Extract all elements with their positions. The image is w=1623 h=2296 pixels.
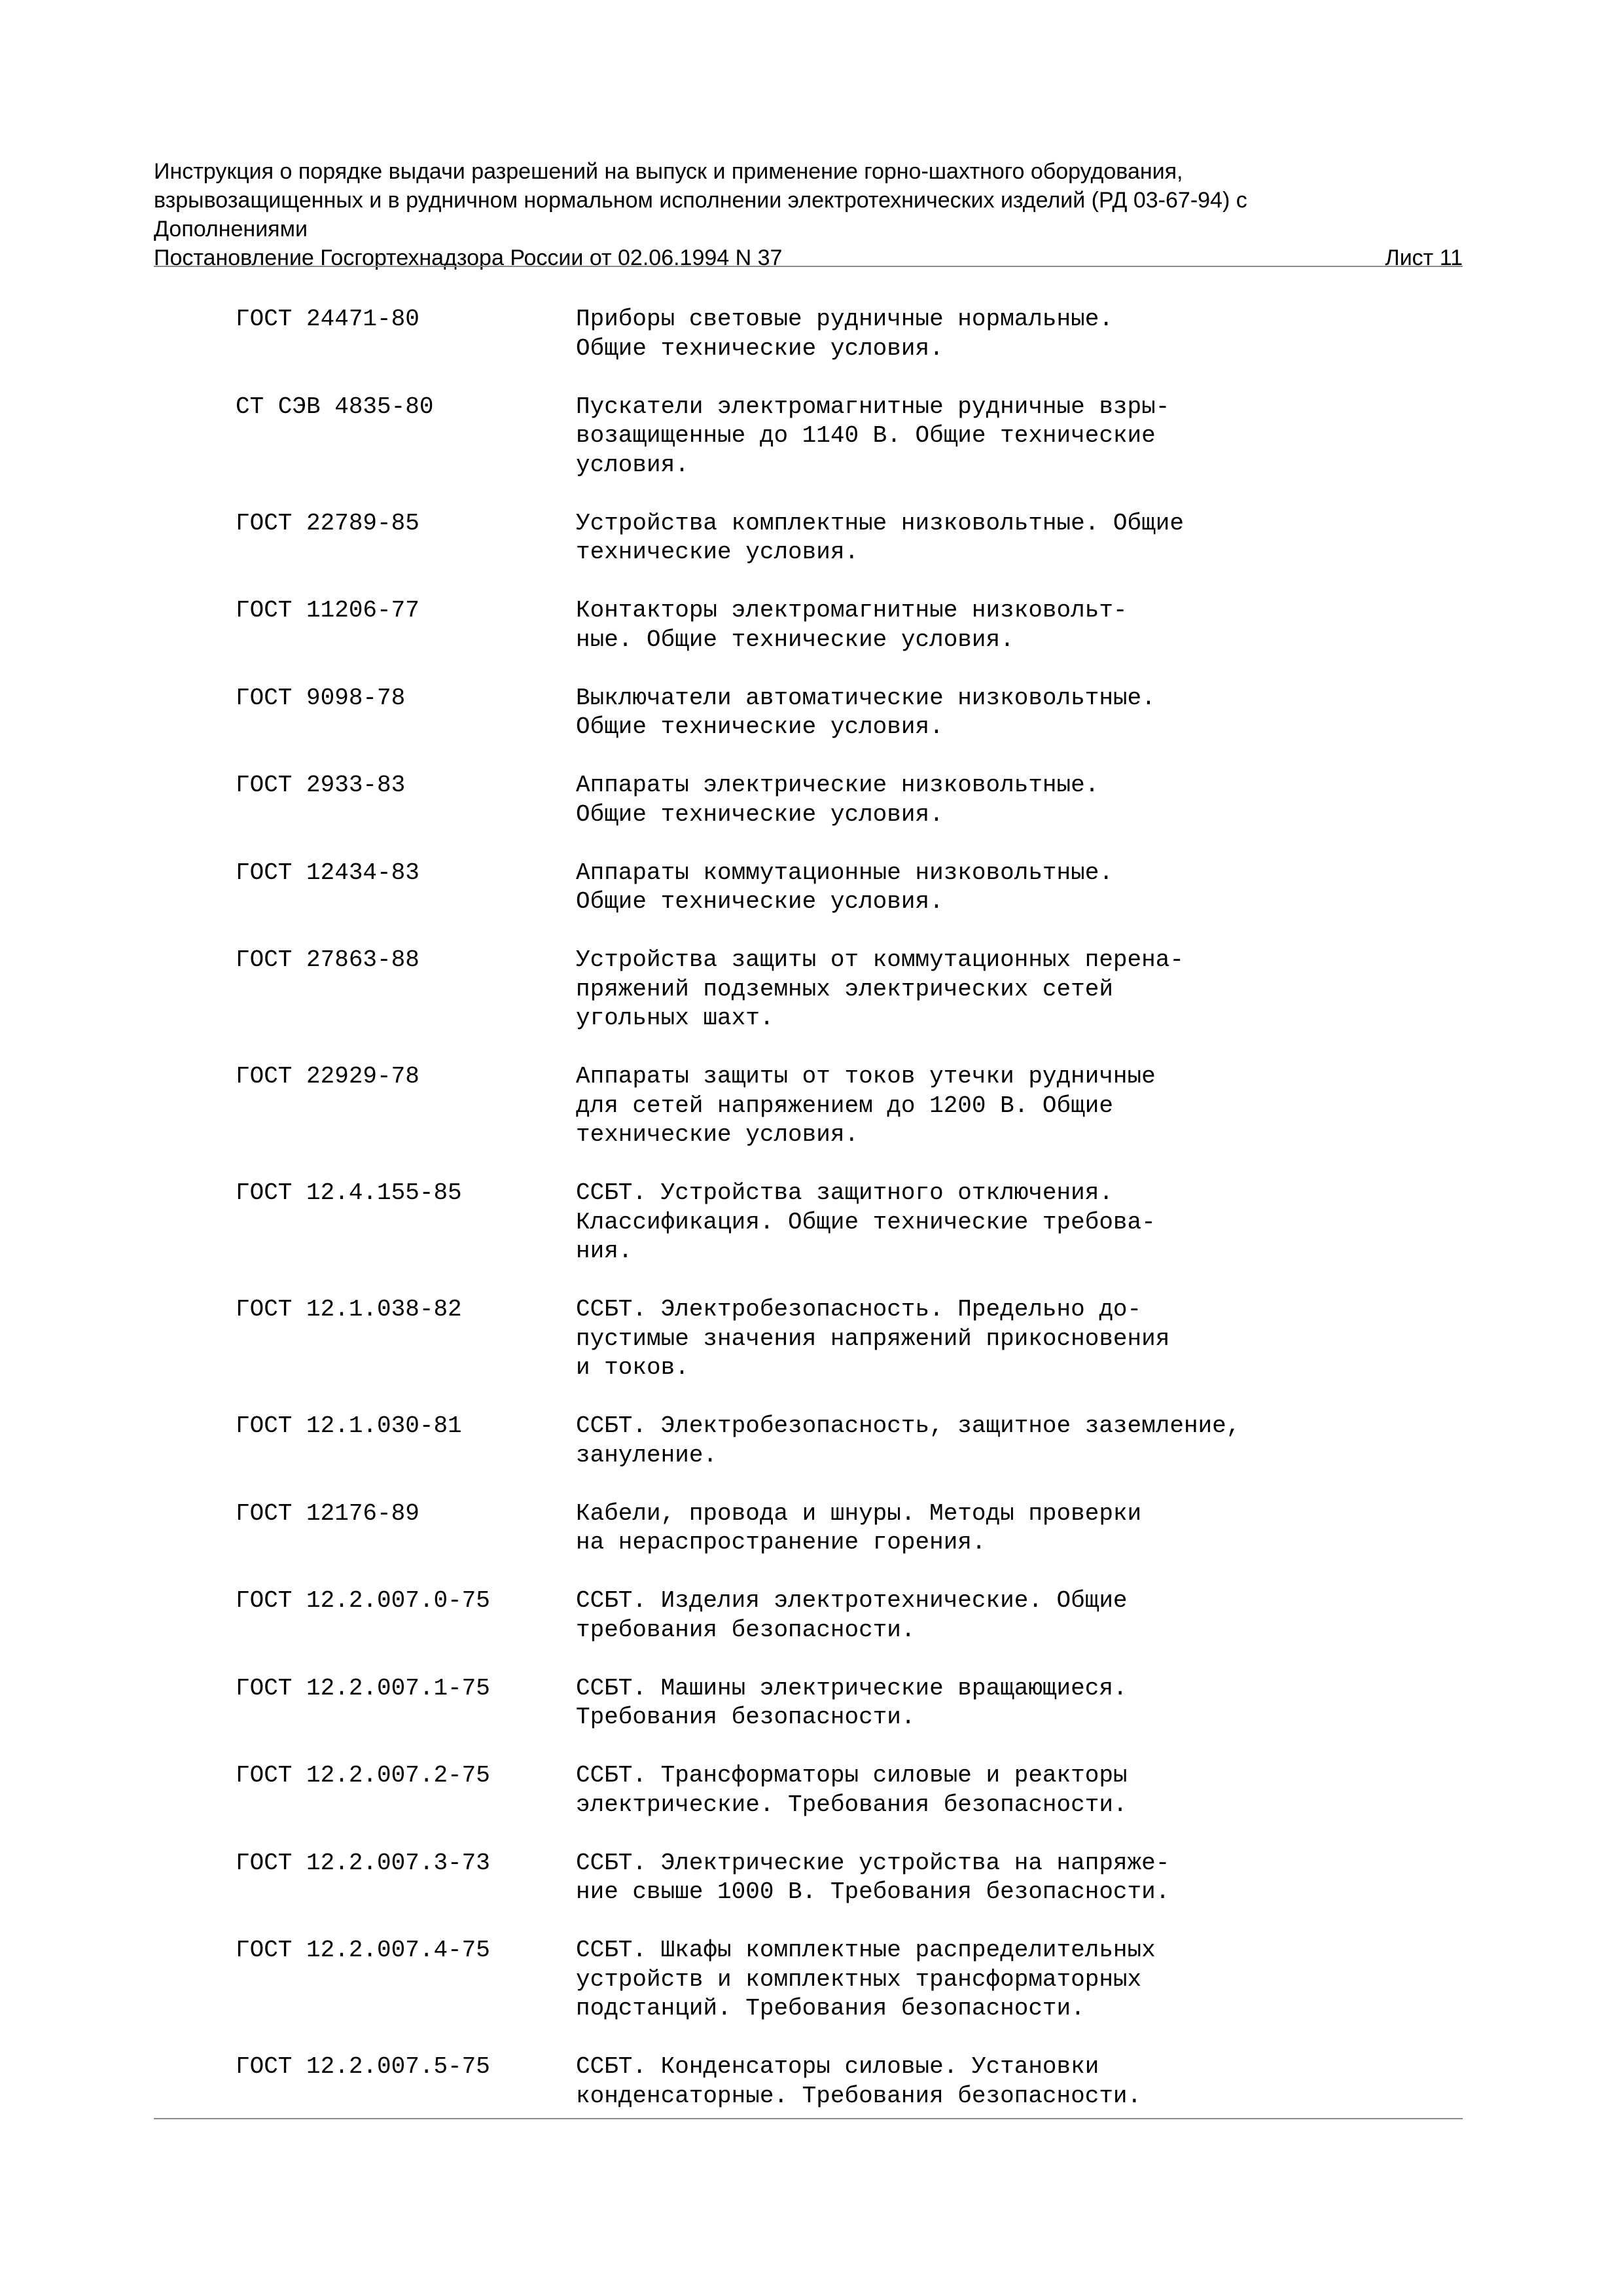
standard-code: ГОСТ 2933-83 [236, 772, 406, 798]
standard-code: ГОСТ 12.2.007.2-75 [236, 1762, 490, 1789]
list-item [236, 1412, 1387, 1470]
list-item [236, 596, 1387, 655]
standard-title: ССБТ. Трансформаторы силовые и реакторы электрические. Требования безопасности. [576, 1762, 1128, 1818]
standard-title: ССБТ. Машины электрические вращающиеся. Требования безопасности. [576, 1674, 1128, 1731]
standard-title: ССБТ. Конденсаторы силовые. Установки конденсаторные. Требования безопасности. [576, 2053, 1142, 2109]
standard-code: ГОСТ 12176-89 [236, 1499, 419, 1527]
list-item [236, 1761, 1387, 1820]
standard-title: ССБТ. Изделия электротехнические. Общие требования безопасности. [576, 1587, 1128, 1643]
standard-code: ГОСТ 12.2.007.4-75 [236, 1937, 490, 1964]
list-item [236, 305, 1387, 363]
standard-code: ГОСТ 24471-80 [236, 306, 419, 332]
standard-code: ГОСТ 22789-85 [236, 509, 419, 537]
standard-title: Выключатели автоматические низковольтные. Общие технические условия. [576, 684, 1156, 740]
list-item [236, 509, 1387, 567]
list-item [236, 1674, 1387, 1732]
standard-title: ССБТ. Электробезопасность, защитное заземление, зануление. [576, 1412, 1241, 1469]
standard-title: Аппараты электрические низковольтные. Общие технические условия. [576, 772, 1099, 828]
list-item [236, 771, 1387, 829]
standard-title: ССБТ. Шкафы комплектные распределительных устройств и комплектных трансформаторных подстанций. Требования безопасности. [576, 1937, 1156, 2022]
standards-list [236, 305, 1387, 2140]
sheet-number: Лист 11 [1385, 245, 1463, 270]
list-item [236, 1179, 1387, 1266]
standard-code: ГОСТ 12.1.030-81 [236, 1412, 462, 1439]
header-divider [154, 266, 1463, 267]
standard-code: ГОСТ 22929-78 [236, 1063, 419, 1090]
standard-code: ГОСТ 12.2.007.5-75 [236, 2053, 490, 2080]
list-item [236, 1295, 1387, 1383]
standard-code: ГОСТ 12434-83 [236, 859, 419, 886]
list-item [236, 684, 1387, 742]
standard-title: Приборы световые рудничные нормальные. Общие технические условия. [576, 306, 1113, 362]
standard-code: ГОСТ 12.2.007.0-75 [236, 1587, 490, 1614]
standard-code: ГОСТ 27863-88 [236, 946, 419, 973]
standard-code: ГОСТ 12.4.155-85 [236, 1179, 462, 1206]
list-item [236, 2053, 1387, 2111]
list-item [236, 1849, 1387, 1907]
footer-divider [154, 2118, 1463, 2119]
standard-title: ССБТ. Устройства защитного отключения. Классификация. Общие технические требова- ния. [576, 1179, 1156, 1265]
list-item [236, 1587, 1387, 1645]
standard-code: СТ СЭВ 4835-80 [236, 393, 434, 420]
page-header [154, 157, 1463, 272]
standard-title: Аппараты коммутационные низковольтные. Общие технические условия. [576, 859, 1113, 915]
list-item [236, 946, 1387, 1033]
standard-title: Контакторы электромагнитные низковольт- ные. Общие технические условия. [576, 597, 1128, 653]
standard-code: ГОСТ 11206-77 [236, 597, 419, 624]
standard-title: Устройства комплектные низковольтные. Общие технические условия. [576, 509, 1184, 565]
standard-title: Аппараты защиты от токов утечки рудничные для сетей напряжением до 1200 В. Общие технические условия. [576, 1063, 1156, 1148]
list-item [236, 859, 1387, 917]
standard-code: ГОСТ 9098-78 [236, 684, 406, 711]
standard-code: ГОСТ 12.2.007.3-73 [236, 1849, 490, 1876]
standard-code: ГОСТ 12.2.007.1-75 [236, 1674, 490, 1702]
standard-title: ССБТ. Электрические устройства на напряже- ние свыше 1000 В. Требования безопасности. [576, 1849, 1170, 1905]
list-item [236, 393, 1387, 480]
list-item [236, 1499, 1387, 1558]
standard-title: Устройства защиты от коммутационных перена- пряжений подземных электрических сетей угольных шахт. [576, 946, 1184, 1031]
list-item [236, 1062, 1387, 1150]
header-row [154, 243, 1463, 272]
document-subtitle: Постановление Госгортехнадзора России от 02.06.1994 N 37 [154, 245, 783, 270]
standard-title: Пускатели электромагнитные рудничные взры- возащищенные до 1140 В. Общие технические условия. [576, 393, 1170, 478]
document-title: Инструкция о порядке выдачи разрешений на выпуск и применение горно-шахтного оборудования, взрывозащищенных и в рудничном нормальном исполнении электротехнических изделий (РД 03-67-94) с Дополнениями [154, 159, 1247, 242]
standard-code: ГОСТ 12.1.038-82 [236, 1296, 462, 1323]
list-item [236, 1936, 1387, 2024]
standard-title: Кабели, провода и шнуры. Методы проверки на нераспространение горения. [576, 1499, 1142, 1556]
standard-title: ССБТ. Электробезопасность. Предельно до- пустимые значения напряжений прикосновения и токов. [576, 1296, 1170, 1381]
